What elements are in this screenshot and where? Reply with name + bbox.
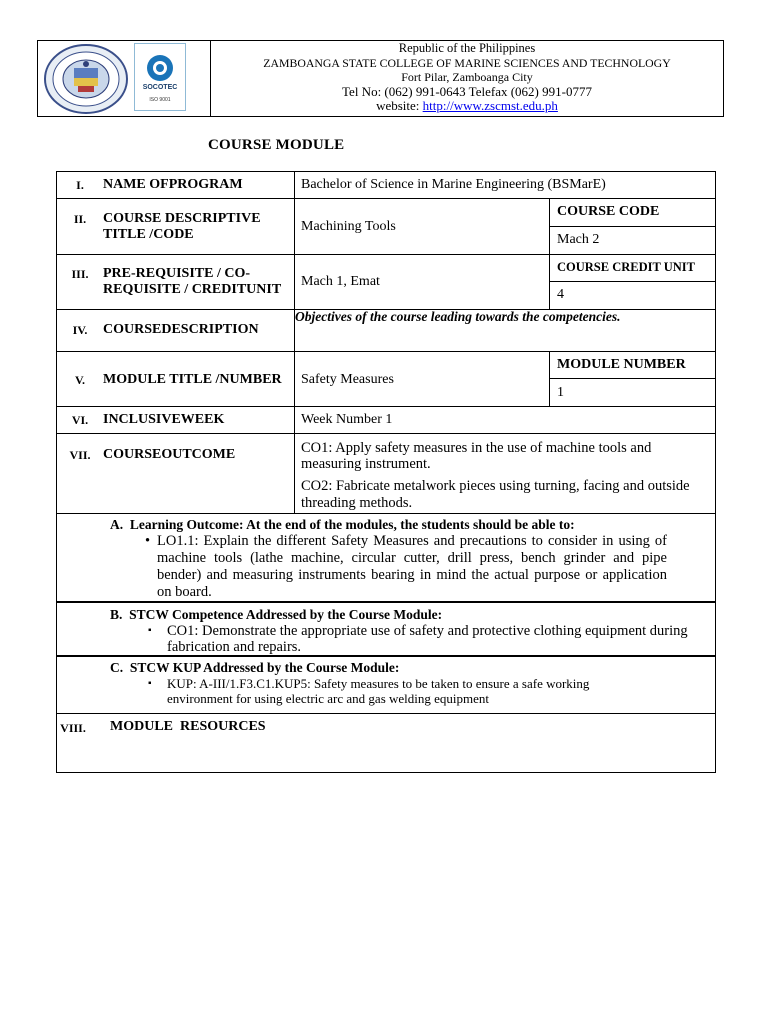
row-line xyxy=(56,601,716,603)
row-value-prerequisite: Mach 1, Emat xyxy=(301,274,380,289)
row-number: I. xyxy=(76,178,84,192)
row-line xyxy=(56,351,716,352)
row-line xyxy=(56,254,716,255)
sub-row-line xyxy=(549,281,716,282)
row-value-course-description: Objectives of the course leading towards the competencies. xyxy=(295,309,621,324)
row-number: IV. xyxy=(72,323,88,337)
module-resources-label: MODULE RESOURCES xyxy=(110,719,266,734)
bullet-dot-icon: • xyxy=(145,533,151,549)
row-line xyxy=(56,433,716,434)
header-phone: Tel No: (062) 991-0643 Telefax (062) 991-0777 xyxy=(342,83,592,99)
college-seal-logo xyxy=(43,44,129,114)
row-line xyxy=(56,772,716,773)
website-link[interactable]: http://www.zscmst.edu.ph xyxy=(422,98,558,113)
socotec-iso: ISO 9001 xyxy=(149,97,171,103)
document-title: COURSE MODULE xyxy=(208,137,345,153)
row-line xyxy=(56,406,716,407)
credit-unit-label: COURSE CREDIT UNIT xyxy=(557,260,695,274)
table-border-right xyxy=(715,171,716,773)
header-college-name: ZAMBOANGA STATE COLLEGE OF MARINE SCIENCES AND TECHNOLOGY xyxy=(263,55,671,70)
section-c-heading: C. STCW KUP Addressed by the Course Module: xyxy=(110,660,400,675)
row-label-course-outcome: COURSEOUTCOME xyxy=(103,447,236,462)
sub-row-line xyxy=(549,226,716,227)
course-code-value: Mach 2 xyxy=(557,232,600,247)
table-col-divider xyxy=(294,171,295,513)
section-b-bullet-item xyxy=(148,623,688,655)
module-number-label: MODULE NUMBER xyxy=(557,357,686,372)
row-value-descriptive-title: Machining Tools xyxy=(301,219,396,234)
row-number: II. xyxy=(73,212,87,226)
row-line xyxy=(56,655,716,657)
row-label-module-title: MODULE TITLE /NUMBER xyxy=(103,372,282,387)
credit-unit-value: 4 xyxy=(557,287,564,302)
row-line xyxy=(56,171,716,172)
course-code-label: COURSE CODE xyxy=(557,204,660,219)
sub-row-line xyxy=(549,378,716,379)
row-value-program: Bachelor of Science in Marine Engineering (BSMarE) xyxy=(301,177,606,192)
header-republic: Republic of the Philippines xyxy=(398,41,536,55)
row-number: VIII. xyxy=(60,721,86,735)
row-label-course-description: COURSEDESCRIPTION xyxy=(103,322,259,337)
socotec-name: SOCOTEC xyxy=(142,84,178,91)
course-outcome-co2: CO2: Fabricate metalwork pieces using turning, facing and outside threading methods. xyxy=(301,478,690,511)
row-number: III. xyxy=(71,267,89,281)
socotec-emblem-icon xyxy=(146,54,174,82)
row-label-prerequisite: PRE-REQUISITE / CO-REQUISITE / CREDITUNIT xyxy=(103,266,282,297)
section-b-bullet-text: CO1: Demonstrate the appropriate use of safety and protective clothing equipment during fabrication and repairs. xyxy=(167,623,688,655)
section-b-heading: B. STCW Competence Addressed by the Course Module: xyxy=(110,607,443,622)
header-address: Fort Pilar, Zamboanga City xyxy=(401,70,533,84)
table-border-left xyxy=(56,171,57,773)
square-bullet-icon: ▪ xyxy=(148,678,152,689)
header-website xyxy=(211,99,723,114)
row-value-inclusive-week: Week Number 1 xyxy=(301,412,393,427)
row-line xyxy=(56,513,716,514)
section-a-heading: A. Learning Outcome: At the end of the modules, the students should be able to: xyxy=(110,517,575,532)
row-label-inclusive-week: INCLUSIVEWEEK xyxy=(103,412,225,427)
section-a-bullet-item xyxy=(145,533,667,601)
row-label-descriptive-title: COURSE DESCRIPTIVE TITLE /CODE xyxy=(103,211,261,242)
row-number: V. xyxy=(74,373,86,387)
row-value-module-title: Safety Measures xyxy=(301,372,394,387)
socotec-logo xyxy=(134,43,186,111)
row-label-program: NAME OFPROGRAM xyxy=(103,177,243,192)
section-c-bullet-item xyxy=(148,676,648,706)
row-line xyxy=(56,198,716,199)
course-outcome-co1: CO1: Apply safety measures in the use of machine tools and measuring instrument. xyxy=(301,440,652,472)
logo-area xyxy=(38,41,210,116)
section-a-bullet-text: LO1.1: Explain the different Safety Measures and precautions to consider in using of machine tools (lathe machine, circular cutter, drill press, bench grinder and pipe bender) and measuring instruments bearing in mind the actual purpose or application on board. xyxy=(157,533,667,600)
letterhead-text xyxy=(211,40,723,114)
section-c-bullet-text: KUP: A-III/1.F3.C1.KUP5: Safety measures to be taken to ensure a safe working environment for using electric arc and gas welding equipment xyxy=(167,676,590,706)
website-label: website: xyxy=(376,98,423,113)
row-number: VII. xyxy=(69,448,91,462)
row-line xyxy=(56,713,716,714)
row-number: VI. xyxy=(71,413,89,427)
module-number-value: 1 xyxy=(557,385,564,400)
square-bullet-icon: ▪ xyxy=(148,625,152,636)
